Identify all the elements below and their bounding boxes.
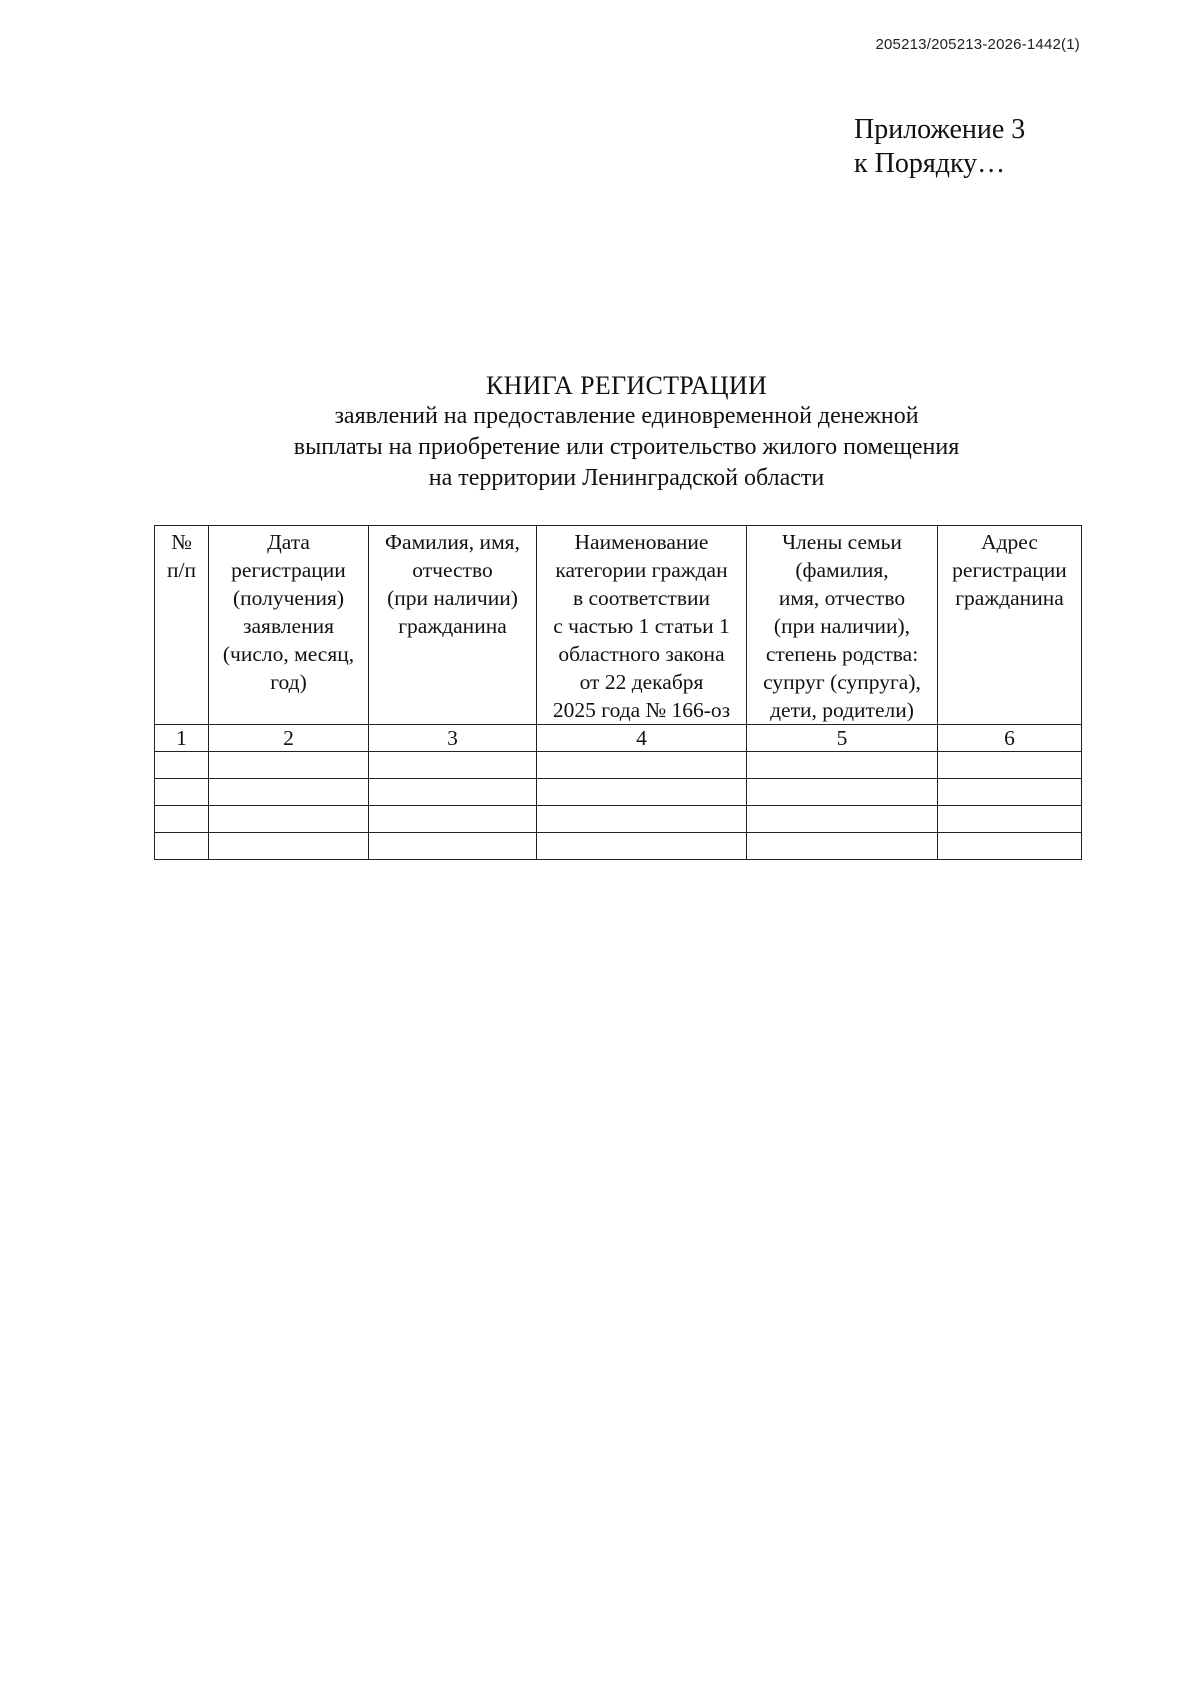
empty-cell xyxy=(209,752,369,779)
empty-cell xyxy=(209,806,369,833)
appendix-label xyxy=(854,113,1025,181)
header-text: Адрес xyxy=(981,530,1038,554)
header-text: Наименование xyxy=(574,530,709,554)
empty-cell xyxy=(369,833,537,860)
document-subtitle-line-3: на территории Ленинградской области xyxy=(428,465,825,491)
empty-cell xyxy=(369,752,537,779)
column-number-cell: 3 xyxy=(369,725,537,752)
header-text: (получения) xyxy=(232,586,345,610)
empty-cell xyxy=(209,833,369,860)
document-subtitle-line-2: выплаты на приобретение или строительство жилого помещения xyxy=(293,434,960,460)
header-text: Члены семьи xyxy=(782,530,902,554)
title-block xyxy=(0,370,1200,494)
header-text: дети, родители) xyxy=(770,698,914,722)
header-cell-full-name xyxy=(369,526,537,725)
column-number-cell: 1 xyxy=(155,725,209,752)
empty-cell xyxy=(938,833,1082,860)
header-text: гражданина xyxy=(398,614,507,638)
empty-cell xyxy=(537,806,747,833)
header-text: (при наличии) xyxy=(387,586,518,610)
document-title: КНИГА РЕГИСТРАЦИИ xyxy=(485,371,768,400)
empty-cell xyxy=(747,779,938,806)
empty-table-row xyxy=(155,779,1082,806)
header-text: с частью 1 статьи 1 xyxy=(553,614,730,638)
header-row xyxy=(155,526,1082,725)
empty-table-row xyxy=(155,752,1082,779)
empty-cell xyxy=(938,779,1082,806)
empty-cell xyxy=(155,779,209,806)
empty-cell xyxy=(369,779,537,806)
column-number-cell: 2 xyxy=(209,725,369,752)
empty-cell xyxy=(938,752,1082,779)
header-text: (число, месяц, xyxy=(222,642,355,666)
header-text: Дата xyxy=(267,530,310,554)
header-text: № xyxy=(171,530,192,554)
header-text: регистрации xyxy=(952,558,1067,582)
header-cell-number xyxy=(155,526,209,725)
empty-cell xyxy=(747,806,938,833)
header-text: от 22 декабря xyxy=(579,670,704,694)
empty-cell xyxy=(155,833,209,860)
column-number-row xyxy=(155,725,1082,752)
header-text: п/п xyxy=(167,558,196,582)
empty-cell xyxy=(537,752,747,779)
empty-cell xyxy=(155,806,209,833)
header-text: степень родства: xyxy=(765,642,919,666)
empty-cell xyxy=(747,752,938,779)
header-text: заявления xyxy=(243,614,334,638)
header-text: имя, отчество xyxy=(778,586,906,610)
document-subtitle-line-1: заявлений на предоставление единовременной денежной xyxy=(334,403,919,429)
empty-cell xyxy=(537,833,747,860)
header-text: Фамилия, имя, xyxy=(385,530,520,554)
header-text: гражданина xyxy=(955,586,1064,610)
header-text: областного закона xyxy=(558,642,725,666)
empty-cell xyxy=(747,833,938,860)
header-text: в соответствии xyxy=(572,586,710,610)
header-cell-family-members xyxy=(747,526,938,725)
empty-cell xyxy=(209,779,369,806)
header-text: отчество xyxy=(412,558,493,582)
header-cell-category xyxy=(537,526,747,725)
empty-table-row xyxy=(155,806,1082,833)
empty-cell xyxy=(938,806,1082,833)
empty-cell xyxy=(537,779,747,806)
header-cell-address xyxy=(938,526,1082,725)
column-number-cell: 6 xyxy=(938,725,1082,752)
empty-cell xyxy=(155,752,209,779)
document-id: 205213/205213-2026-1442(1) xyxy=(875,36,1080,53)
appendix-line-2: к Порядку… xyxy=(854,148,1006,179)
registration-table xyxy=(154,525,1082,860)
column-number-cell: 4 xyxy=(537,725,747,752)
header-text: 2025 года № 166-оз xyxy=(552,698,731,722)
header-text: регистрации xyxy=(231,558,346,582)
header-text: супруг (супруга), xyxy=(763,670,921,694)
header-text: (фамилия, xyxy=(795,558,889,582)
appendix-line-1: Приложение 3 xyxy=(854,114,1026,145)
header-text: категории граждан xyxy=(555,558,728,582)
header-text: год) xyxy=(270,670,307,694)
header-text: (при наличии), xyxy=(773,614,911,638)
empty-table-row xyxy=(155,833,1082,860)
column-number-cell: 5 xyxy=(747,725,938,752)
empty-cell xyxy=(369,806,537,833)
header-cell-registration-date xyxy=(209,526,369,725)
